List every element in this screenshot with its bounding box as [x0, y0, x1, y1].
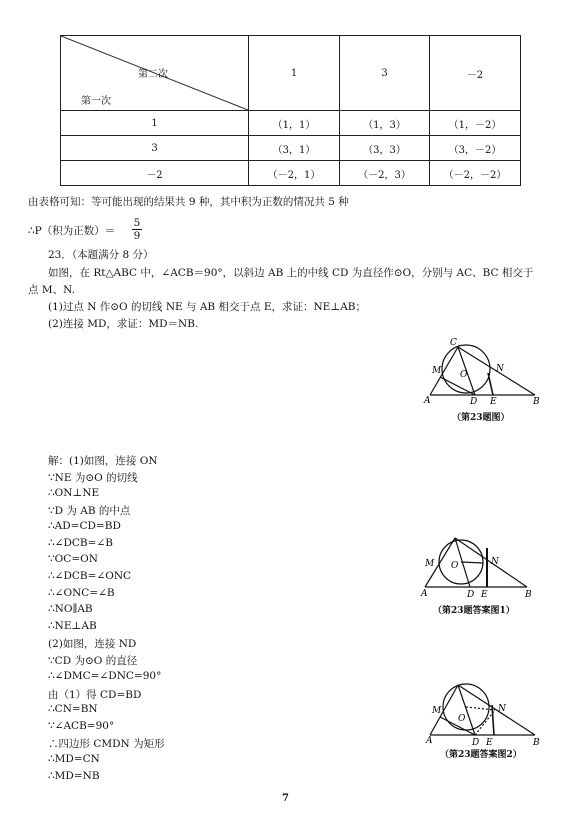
- label-d: D: [470, 397, 478, 407]
- table-cell: （－2，－2）: [430, 161, 521, 186]
- table-cell: （1，－2）: [430, 111, 521, 136]
- table-cell: （3，3）: [340, 136, 430, 161]
- question-title: 23．（本题满分 8 分）: [48, 249, 154, 261]
- label-c: C: [450, 338, 457, 348]
- label-o: O: [460, 370, 468, 380]
- probability-prefix: ∴P（积为正数）＝: [28, 225, 116, 237]
- solution-line: ∴四边形 CMDN 为矩形: [48, 738, 165, 750]
- table-corner-header: [61, 36, 249, 111]
- label-d: D: [467, 590, 475, 600]
- solution-line: ∴∠DMC=∠DNC=90°: [48, 670, 162, 682]
- question-part-2: (2)连接 MD，求证：MD＝NB.: [48, 318, 199, 330]
- col-header: 1: [249, 36, 340, 111]
- label-n: N: [498, 704, 506, 714]
- label-e: E: [486, 738, 493, 747]
- solution-line: ∴NO∥AB: [48, 603, 93, 615]
- col-header: 3: [340, 36, 430, 111]
- table-cell: （3，1）: [249, 136, 340, 161]
- outcome-table: [60, 35, 521, 186]
- table-cell: （－2，3）: [340, 161, 430, 186]
- solution-line: ∴MD=NB: [48, 770, 100, 782]
- fraction-numerator: 5: [133, 217, 141, 229]
- probability-fraction: [130, 217, 144, 242]
- solution-line: 由（1）得 CD=BD: [48, 689, 142, 701]
- solution-line: ∴MD=CN: [48, 753, 100, 765]
- label-m: M: [425, 559, 435, 569]
- figure-caption: （第23题图）: [452, 413, 510, 423]
- fraction-denominator: 9: [133, 230, 141, 242]
- label-a: A: [426, 736, 433, 746]
- label-n: N: [491, 557, 499, 567]
- label-n: N: [496, 364, 504, 374]
- label-o: O: [451, 561, 459, 571]
- label-o: O: [458, 714, 466, 724]
- figure-caption: （第23题答案图2）: [440, 750, 522, 760]
- figure-answer-1: [415, 530, 545, 602]
- label-e: E: [481, 590, 488, 600]
- solution-line: ∵OC=ON: [48, 553, 98, 565]
- solution-line: (2)如图，连接 ND: [48, 638, 137, 650]
- figure-answer-2: [420, 675, 550, 747]
- solution-line: ∴∠ONC=∠B: [48, 587, 115, 599]
- solution-line: ∵CD 为⊙O 的直径: [48, 655, 138, 667]
- table-cell: （1，3）: [340, 111, 430, 136]
- row-header: 3: [61, 136, 249, 161]
- solution-line: 解：(1)如图，连接 ON: [48, 455, 158, 467]
- solution-line: ∵∠ACB=90°: [48, 720, 115, 732]
- solution-line: ∵NE 为⊙O 的切线: [48, 472, 138, 484]
- first-draw-label: 第一次: [81, 96, 111, 107]
- figure-caption: （第23题答案图1）: [433, 606, 515, 616]
- summary-text: 由表格可知：等可能出现的结果共 9 种，其中积为正数的情况共 5 种: [28, 196, 349, 208]
- label-b: B: [533, 738, 540, 747]
- solution-line: ∴∠DCB=∠B: [48, 537, 113, 549]
- label-b: B: [533, 397, 540, 407]
- label-b: B: [525, 590, 532, 600]
- table-cell: （－2，1）: [249, 161, 340, 186]
- figure-23: [420, 335, 550, 410]
- question-stem: 如图，在 Rt△ABC 中，∠ACB＝90°，以斜边 AB 上的中线 CD 为直径作⊙O，分别与 AC、BC 相交于: [48, 267, 534, 279]
- label-m: M: [432, 706, 442, 716]
- solution-line: ∴CN=BN: [48, 703, 98, 715]
- question-part-1: (1)过点 N 作⊙O 的切线 NE 与 AB 相交于点 E，求证：NE⊥AB；: [48, 301, 367, 313]
- table-cell: （3，－2）: [430, 136, 521, 161]
- label-a: A: [421, 589, 428, 599]
- label-e: E: [490, 397, 497, 407]
- table-cell: （1，1）: [249, 111, 340, 136]
- solution-line: ∴ON⊥NE: [48, 487, 100, 499]
- row-header: －2: [61, 161, 249, 186]
- col-header: －2: [430, 36, 521, 111]
- solution-line: ∵D 为 AB 的中点: [48, 505, 131, 517]
- solution-line: ∴AD=CD=BD: [48, 520, 121, 532]
- question-stem-cont: 点 M、N.: [28, 284, 75, 296]
- solution-line: ∴NE⊥AB: [48, 620, 97, 632]
- solution-line: ∴∠DCB=∠ONC: [48, 570, 132, 582]
- second-draw-label: 第二次: [138, 69, 168, 80]
- row-header: 1: [61, 111, 249, 136]
- label-d: D: [472, 738, 480, 747]
- page-number: 7: [282, 793, 289, 804]
- label-a: A: [424, 396, 431, 406]
- label-m: M: [432, 366, 442, 376]
